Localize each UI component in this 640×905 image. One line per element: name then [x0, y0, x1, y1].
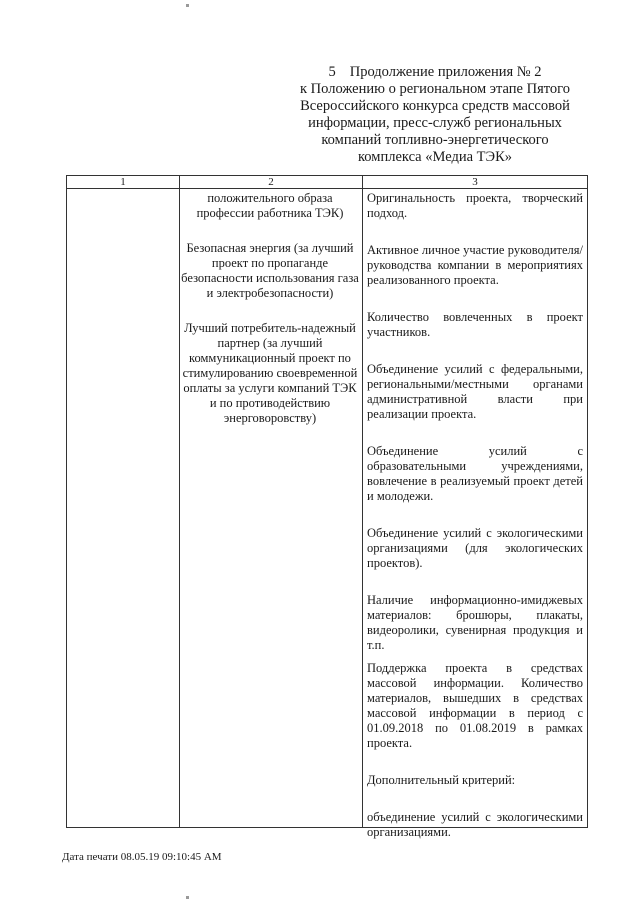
criterion-item: Количество вовлеченных в проект участников.: [367, 310, 583, 339]
nomination-item: положительного образа профессии работника ТЭК): [196, 191, 344, 220]
column-header-3: 3: [472, 176, 478, 188]
scan-mark: [186, 896, 189, 899]
criterion-item: объединение усилий с экологическими организациями.: [367, 810, 583, 839]
header-line-6: комплекса «Медиа ТЭК»: [358, 149, 512, 165]
table-header-row: [67, 175, 587, 189]
header-line-5: компаний топливно-энергетического: [321, 132, 549, 148]
column-header-1: 1: [120, 176, 126, 188]
criterion-item: Оригинальность проекта, творческий подход.: [367, 191, 583, 220]
header-line-1-text: Продолжение приложения № 2: [349, 64, 542, 80]
criterion-item: Поддержка проекта в средствах массовой информации. Количество материалов, вышедших в средствах массовой информации в период с 01.09.2018 по 01.08.2019 в рамках проекта.: [367, 661, 583, 750]
criterion-item: Объединение усилий с экологическими организациями (для экологических проектов).: [367, 526, 583, 570]
criterion-item: Объединение усилий с федеральными, региональными/местными органами административной власти при реализации проекта.: [367, 362, 583, 421]
scan-mark: [186, 4, 189, 7]
page-number: 5: [328, 64, 336, 80]
criterion-item: Объединение усилий с образовательными учреждениями, вовлечение в реализуемый проект детей и молодежи.: [367, 444, 583, 503]
appendix-header: [285, 64, 585, 166]
criterion-item: Дополнительный критерий:: [367, 773, 516, 787]
column-header-2: 2: [268, 176, 274, 188]
header-line-4: информации, пресс-служб региональных: [308, 115, 562, 131]
criterion-item: Активное личное участие руководителя/руководства компании в мероприятиях реализованного проекта.: [367, 243, 583, 287]
nomination-item: Безопасная энергия (за лучший проект по пропаганде безопасности использования газа и электробезопасности): [181, 241, 359, 300]
header-line-3: Всероссийского конкурса средств массовой: [300, 98, 570, 114]
column-divider: [362, 175, 363, 827]
criteria-table: [66, 175, 588, 839]
header-line-1: [285, 64, 585, 81]
nomination-item: Лучший потребитель-надежный партнер (за лучший коммуникационный проект по стимулированию своевременной оплаты за услуги компаний ТЭК и по противодействию энерговоровству): [182, 321, 358, 425]
print-date: Дата печати 08.05.19 09:10:45 AM: [62, 851, 222, 863]
criterion-item: Наличие информационно-имиджевых материалов: брошюры, плакаты, видеоролики, сувенирная продукция и т.п.: [367, 593, 583, 652]
criteria-column: [367, 191, 583, 862]
nomination-column: [179, 191, 361, 446]
header-line-2: к Положению о региональном этапе Пятого: [300, 81, 570, 97]
